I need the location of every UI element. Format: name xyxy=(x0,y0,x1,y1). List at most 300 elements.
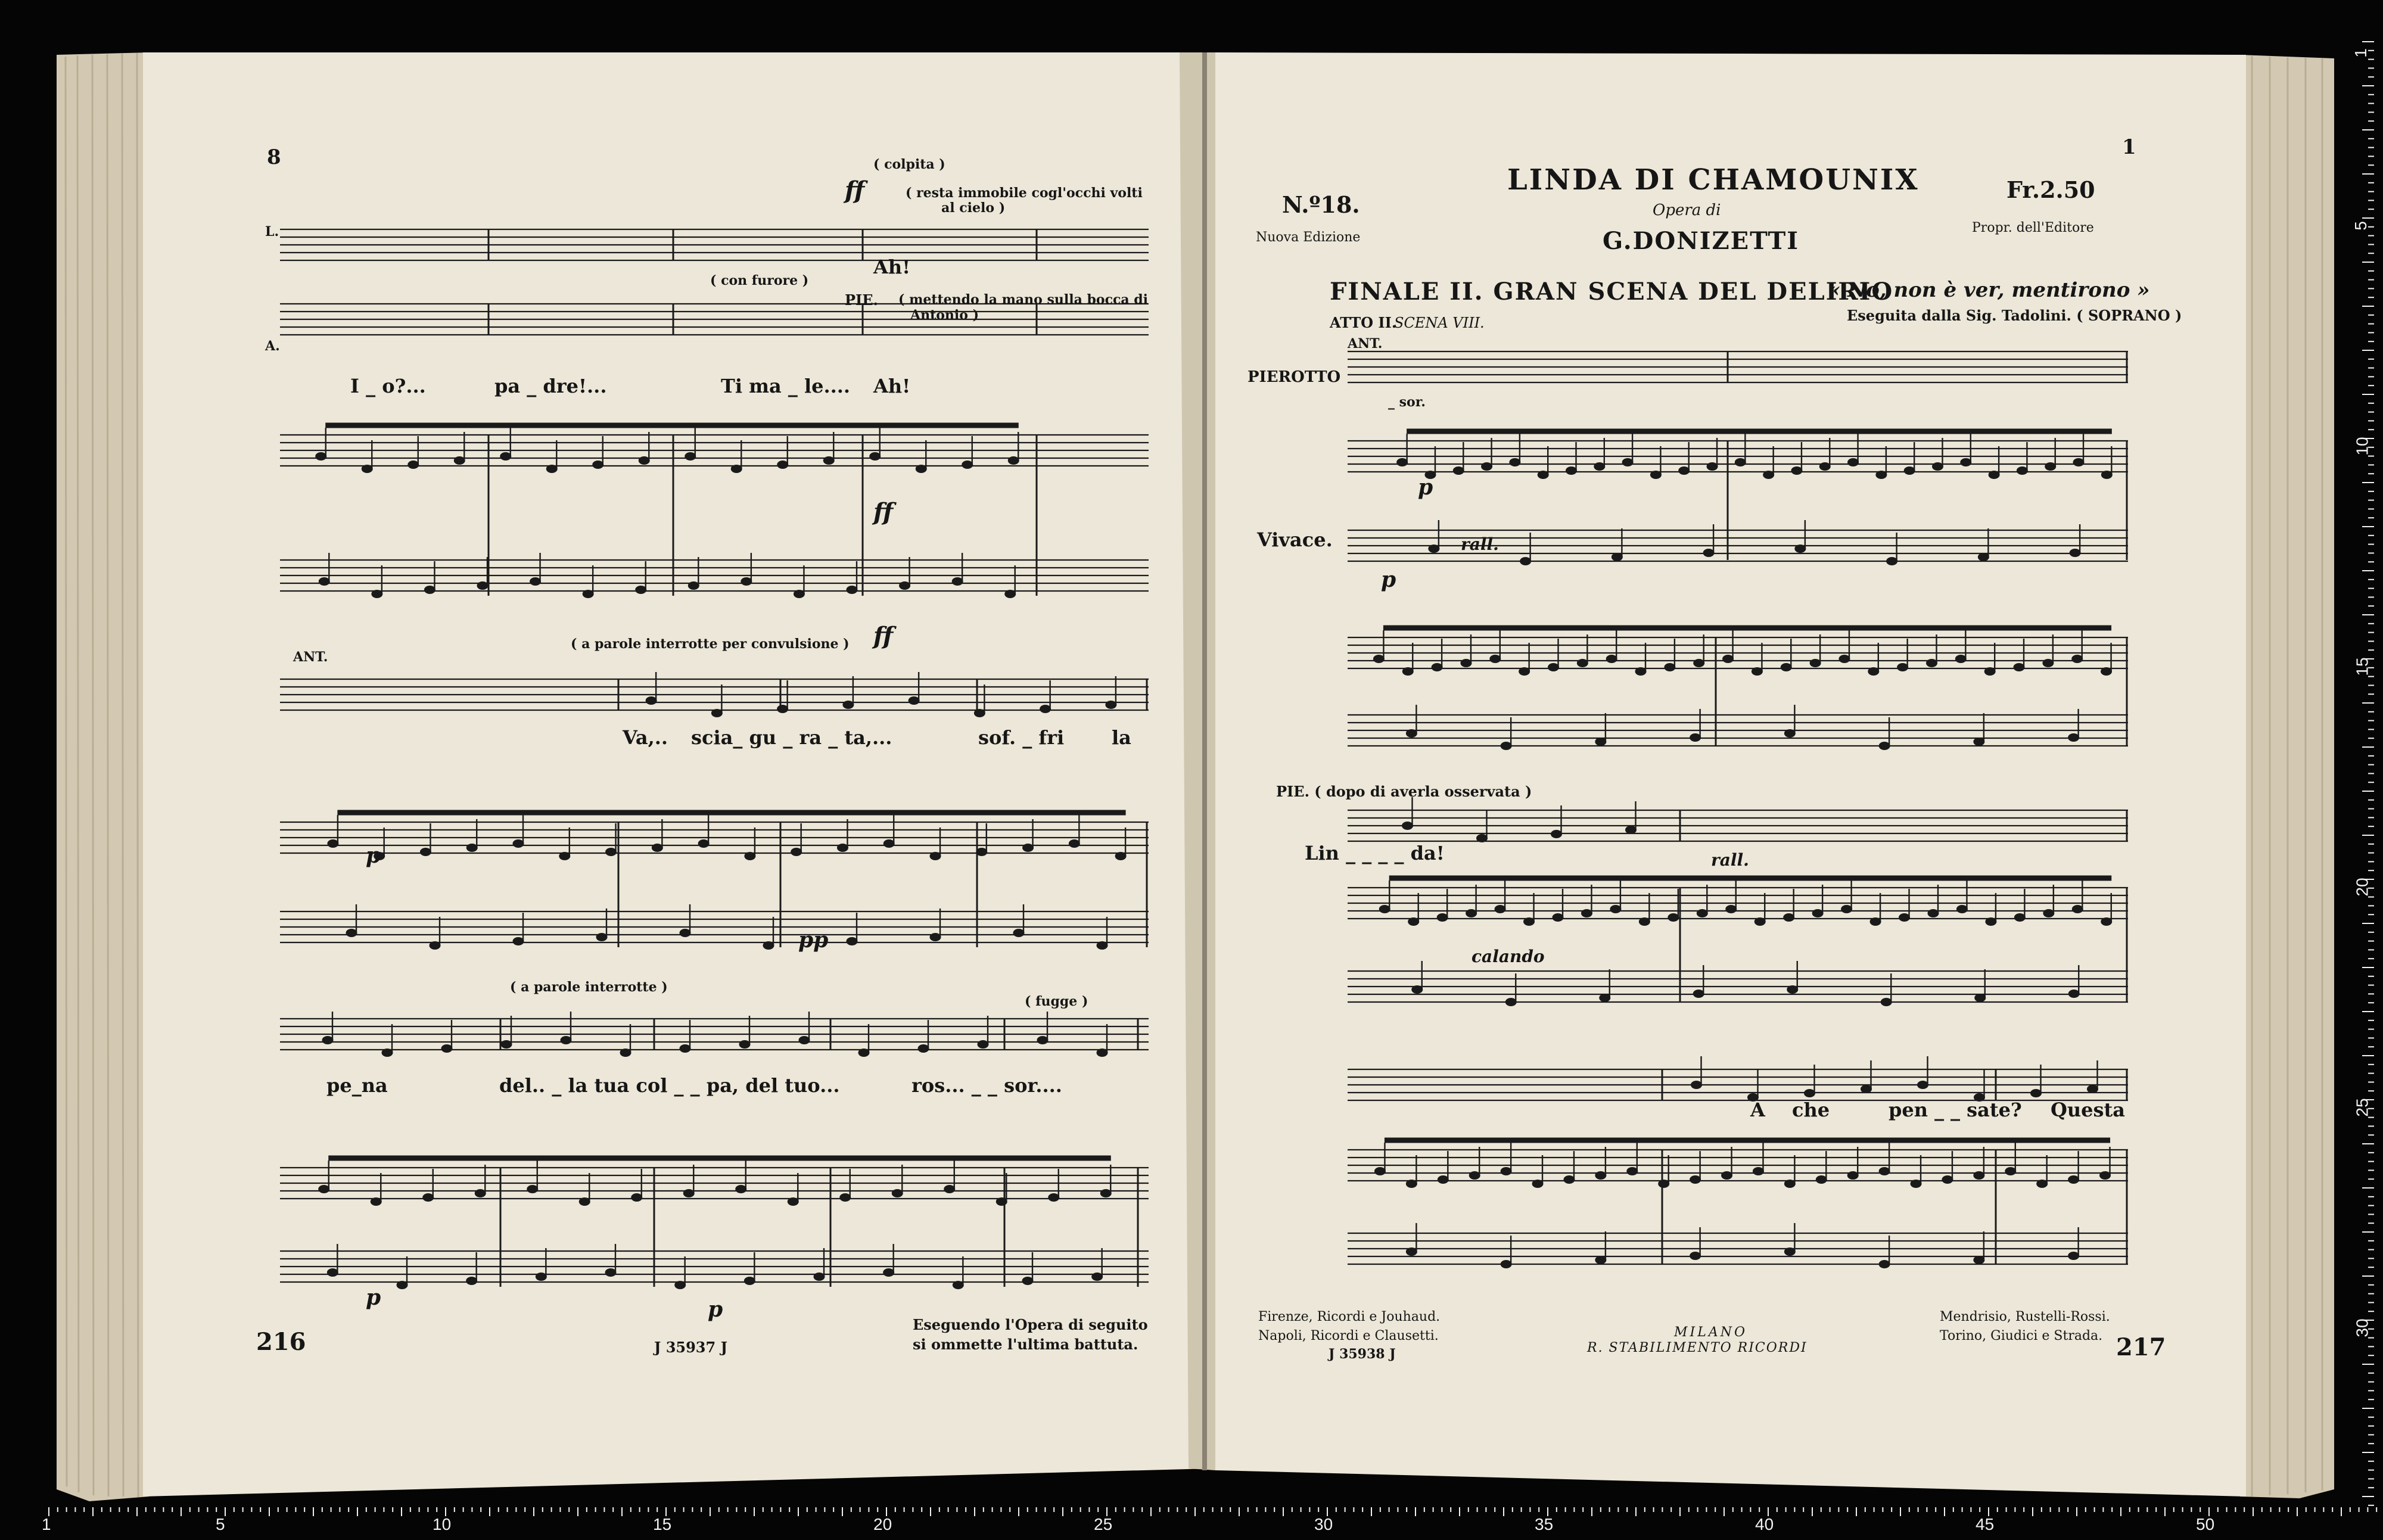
direction-pie-dopo: PIE. ( dopo di averla osservata ) xyxy=(1276,783,1532,800)
notehead xyxy=(1538,471,1548,479)
left-page-number-top: 8 xyxy=(267,145,281,169)
notehead xyxy=(1402,822,1413,830)
notehead xyxy=(1453,467,1464,475)
notehead xyxy=(2068,990,2079,998)
publishers-left-1: Firenze, Ricordi e Jouhaud. xyxy=(1258,1309,1441,1324)
beam xyxy=(1385,1138,2110,1143)
ruler-right-label-20: 20 xyxy=(2353,878,2372,897)
lyric-ti-male: Ti ma _ le.... xyxy=(721,375,851,397)
notehead xyxy=(976,848,987,856)
notehead xyxy=(741,578,752,586)
notehead xyxy=(1374,1168,1385,1175)
scena: SCENA VIII. xyxy=(1394,315,1485,331)
footnote-2: si ommette l'ultima battuta. xyxy=(913,1336,1138,1353)
notehead xyxy=(2070,549,2080,557)
notehead xyxy=(711,710,722,717)
ruler-bottom-label-40: 40 xyxy=(1755,1515,1774,1533)
staff-label-l: L. xyxy=(265,224,279,239)
notehead xyxy=(1461,659,1472,667)
dynamic-ff-top: ff xyxy=(845,176,865,204)
publishers-left-2: Napoli, Ricordi e Clausetti. xyxy=(1258,1329,1439,1343)
notehead xyxy=(1904,467,1915,475)
notehead xyxy=(1406,1248,1417,1256)
notehead xyxy=(1627,1168,1638,1175)
notehead xyxy=(870,453,881,461)
notehead xyxy=(1495,906,1505,913)
notehead xyxy=(1735,459,1746,466)
ruler-right-label-25: 25 xyxy=(2353,1098,2372,1117)
notehead xyxy=(2100,1172,2111,1180)
notehead xyxy=(1870,918,1881,926)
notehead xyxy=(1115,853,1126,860)
notehead xyxy=(620,1049,631,1057)
dynamic-p-right-2: p xyxy=(1381,567,1396,592)
notehead xyxy=(2005,1168,2016,1175)
notehead xyxy=(2073,459,2084,466)
lyric-questa: Questa xyxy=(2051,1099,2126,1121)
opera-di: Opera di xyxy=(1653,201,1721,219)
notehead xyxy=(1691,1081,1702,1089)
notehead xyxy=(322,1037,333,1044)
notehead xyxy=(1819,463,1830,471)
ruler-bottom-label-10: 10 xyxy=(433,1515,452,1533)
scene-title: FINALE II. GRAN SCENA DEL DELIRIO xyxy=(1330,278,1894,306)
notehead xyxy=(1679,467,1690,475)
notehead xyxy=(698,840,709,848)
notehead xyxy=(2101,668,2112,676)
notehead xyxy=(799,1037,810,1044)
notehead xyxy=(420,848,431,856)
notehead xyxy=(536,1273,546,1281)
nuova-edizione: Nuova Edizione xyxy=(1256,230,1361,245)
notehead xyxy=(952,578,963,586)
notehead xyxy=(559,853,570,860)
notehead xyxy=(1763,471,1774,479)
dynamic-p-3: p xyxy=(708,1297,723,1322)
notehead xyxy=(1754,918,1765,926)
notehead xyxy=(1668,914,1679,922)
notehead xyxy=(1639,918,1650,926)
notehead xyxy=(675,1281,686,1289)
notehead xyxy=(408,461,419,469)
notehead xyxy=(371,1198,381,1206)
right-page-number-bottom: 217 xyxy=(2116,1333,2166,1361)
milano: MILANO xyxy=(1674,1325,1747,1340)
direction-a-parole-interrotte: ( a parole interrotte ) xyxy=(510,979,668,995)
direction-resta-2: al cielo ) xyxy=(941,200,1006,216)
notehead xyxy=(1406,730,1417,738)
notehead xyxy=(791,848,802,856)
notehead xyxy=(1899,914,1910,922)
notehead xyxy=(1795,545,1806,553)
left-plate-number: J 35937 J xyxy=(654,1339,727,1356)
notehead xyxy=(1810,659,1821,667)
ruler-right-label-10: 10 xyxy=(2353,437,2372,456)
notehead xyxy=(1816,1176,1827,1184)
notehead xyxy=(2101,471,2112,479)
notehead xyxy=(736,1186,746,1193)
notehead xyxy=(892,1190,903,1197)
notehead xyxy=(579,1198,590,1206)
notehead xyxy=(424,586,435,594)
notehead xyxy=(1008,457,1019,465)
notehead xyxy=(1986,918,1996,926)
notehead xyxy=(2014,914,2025,922)
notehead xyxy=(1697,910,1707,917)
notehead xyxy=(1510,459,1520,466)
notehead xyxy=(1879,1261,1890,1268)
lyric-va: Va,.. xyxy=(623,726,668,749)
price: Fr.2.50 xyxy=(2006,176,2095,203)
composer: G.DONIZETTI xyxy=(1603,227,1799,255)
beam xyxy=(338,810,1125,815)
lyric-soffri: sof. _ fri xyxy=(978,726,1065,749)
notehead xyxy=(1566,467,1577,475)
lyric-che: che xyxy=(1792,1099,1830,1121)
notehead xyxy=(1600,994,1610,1002)
lyric-padre: pa _ dre!... xyxy=(494,375,607,397)
notehead xyxy=(843,701,854,709)
direction-rall-2: rall. xyxy=(1711,850,1749,870)
notehead xyxy=(1581,910,1592,917)
notehead xyxy=(731,465,742,473)
notehead xyxy=(1519,668,1530,676)
direction-rall-1: rall. xyxy=(1461,534,1499,554)
notehead xyxy=(1781,664,1791,671)
beam xyxy=(1383,626,2111,630)
notehead xyxy=(962,461,973,469)
lyric-sciagurata: scia_ gu _ ra _ ta,... xyxy=(691,726,892,749)
notehead xyxy=(840,1194,851,1202)
notehead xyxy=(2088,1085,2098,1093)
notehead xyxy=(1665,664,1675,671)
notehead xyxy=(513,840,524,848)
notehead xyxy=(837,844,848,852)
notehead xyxy=(1100,1190,1111,1197)
notehead xyxy=(1861,1085,1872,1093)
gutter xyxy=(1202,52,1207,1470)
notehead xyxy=(2017,467,2027,475)
dynamic-p-right-1: p xyxy=(1418,475,1433,500)
notehead xyxy=(1723,655,1734,663)
notehead xyxy=(777,461,788,469)
notehead xyxy=(2043,659,2054,667)
notehead xyxy=(1097,1049,1107,1057)
right-plate-number: J 35938 J xyxy=(1329,1346,1396,1362)
notehead xyxy=(1505,998,1516,1006)
notehead xyxy=(1564,1176,1575,1184)
notehead xyxy=(1933,463,1943,471)
notehead xyxy=(1752,668,1762,676)
notehead xyxy=(900,582,910,590)
notehead xyxy=(583,590,593,598)
notehead xyxy=(397,1281,407,1289)
lyric-la: la xyxy=(1112,726,1131,749)
direction-con-furore: ( con furore ) xyxy=(710,273,809,288)
notehead xyxy=(953,1281,963,1289)
notehead xyxy=(1847,1172,1858,1180)
notehead xyxy=(916,465,926,473)
opera-title: LINDA DI CHAMOUNIX xyxy=(1507,163,1920,197)
notehead xyxy=(500,453,511,461)
notehead xyxy=(1595,1256,1606,1264)
left-page-edges xyxy=(57,52,149,1501)
notehead xyxy=(1577,659,1588,667)
lyric-della-tua-colpa: del.. _ la tua col _ _ pa, del tuo... xyxy=(499,1074,840,1097)
notehead xyxy=(2068,1176,2079,1184)
notehead xyxy=(1482,463,1492,471)
beam xyxy=(326,423,1019,428)
notehead xyxy=(788,1198,798,1206)
notehead xyxy=(1707,463,1718,471)
notehead xyxy=(1402,668,1413,676)
notehead xyxy=(316,453,326,461)
ruler-right-label-5: 5 xyxy=(2351,221,2370,231)
notehead xyxy=(823,457,834,465)
notehead xyxy=(501,1041,512,1049)
notehead xyxy=(1005,590,1016,598)
notehead xyxy=(1961,459,1971,466)
notehead xyxy=(1839,655,1850,663)
notehead xyxy=(847,586,857,594)
notehead xyxy=(1887,558,1897,565)
notehead xyxy=(1594,463,1605,471)
notehead xyxy=(1551,830,1562,838)
staff-label-pierotto: PIEROTTO xyxy=(1248,368,1341,386)
direction-pie: PIE. xyxy=(845,291,878,309)
lyric-a: A xyxy=(1750,1099,1765,1121)
notehead xyxy=(2031,1090,2042,1097)
publishers-right-2: Torino, Giudici e Strada. xyxy=(1940,1329,2103,1343)
notehead xyxy=(1106,701,1116,709)
catalogue-number: N.º18. xyxy=(1282,191,1360,218)
notehead xyxy=(1974,1172,1984,1180)
ruler-bottom-label-25: 25 xyxy=(1094,1515,1113,1533)
dynamic-pp: pp xyxy=(798,928,829,953)
notehead xyxy=(636,586,646,594)
notehead xyxy=(1722,1172,1732,1180)
notehead xyxy=(1784,730,1795,738)
footnote-1: Eseguendo l'Opera di seguito xyxy=(913,1316,1148,1333)
notehead xyxy=(1911,1180,1921,1188)
ruler-right-label-1: 1 xyxy=(2351,48,2370,58)
notehead xyxy=(2068,734,2079,742)
direction-resta-1: ( resta immobile cogl'occhi volti xyxy=(906,185,1143,201)
notehead xyxy=(1466,910,1477,917)
notehead xyxy=(530,578,541,586)
notehead xyxy=(1975,994,1986,1002)
notehead xyxy=(1942,1176,1953,1184)
dynamic-ff-piano: ff xyxy=(873,498,894,526)
notehead xyxy=(1690,734,1701,742)
notehead xyxy=(1694,659,1704,667)
notehead xyxy=(327,1269,338,1277)
dynamic-ff-bass: ff xyxy=(873,622,894,650)
notehead xyxy=(685,453,696,461)
notehead xyxy=(2072,655,2083,663)
tempo-vivace: Vivace. xyxy=(1257,528,1333,551)
notehead xyxy=(1650,471,1661,479)
notehead xyxy=(561,1037,571,1044)
right-page xyxy=(1215,52,2246,1497)
notehead xyxy=(847,938,857,945)
notehead xyxy=(909,697,919,705)
ruler-right-label-30: 30 xyxy=(2353,1318,2372,1337)
beam xyxy=(1389,876,2111,881)
notehead xyxy=(1022,1277,1033,1285)
notehead xyxy=(1438,1176,1448,1184)
notehead xyxy=(745,853,755,860)
notehead xyxy=(1879,1168,1890,1175)
notehead xyxy=(1437,914,1448,922)
notehead xyxy=(1049,1194,1059,1202)
direction-ant: ANT. xyxy=(293,649,328,665)
notehead xyxy=(814,1273,825,1281)
direction-mettendo-1: ( mettendo la mano sulla bocca di xyxy=(898,292,1149,307)
notehead xyxy=(1612,553,1622,561)
notehead xyxy=(1703,549,1714,557)
notehead xyxy=(1501,742,1511,750)
notehead xyxy=(382,1049,393,1057)
notehead xyxy=(475,1190,486,1197)
notehead xyxy=(680,929,690,937)
notehead xyxy=(1490,655,1501,663)
notehead xyxy=(1040,705,1051,713)
notehead xyxy=(1876,471,1887,479)
lyric-pen: pen _ xyxy=(1889,1099,1945,1121)
notehead xyxy=(1023,844,1034,852)
notehead xyxy=(477,582,488,590)
notehead xyxy=(944,1186,955,1193)
dynamic-p-2: p xyxy=(366,1285,381,1310)
notehead xyxy=(1013,929,1024,937)
scene-quote: « No, non è ver, mentirono » xyxy=(1828,278,2150,302)
lyric-linda: Lin _ _ _ _ da! xyxy=(1305,842,1445,864)
notehead xyxy=(1690,1252,1701,1260)
notehead xyxy=(1406,1180,1417,1188)
notehead xyxy=(1984,668,1995,676)
notehead xyxy=(1408,918,1419,926)
notehead xyxy=(930,934,941,941)
stabilimento: R. STABILIMENTO RICORDI xyxy=(1587,1340,1808,1355)
notehead xyxy=(739,1041,750,1049)
notehead xyxy=(1524,918,1535,926)
lyric-sor: _ sor. xyxy=(1388,394,1426,410)
notehead xyxy=(1635,668,1646,676)
notehead xyxy=(1868,668,1879,676)
ruler-bottom-label-1: 1 xyxy=(42,1515,51,1533)
direction-mettendo-2: Antonio ) xyxy=(910,307,979,323)
notehead xyxy=(2037,1180,2048,1188)
left-page xyxy=(143,52,1211,1497)
notehead xyxy=(1978,553,1989,561)
notehead xyxy=(319,1186,329,1193)
notehead xyxy=(1520,558,1531,565)
notehead xyxy=(930,853,941,860)
direction-fugge: ( fugge ) xyxy=(1025,994,1088,1009)
beam xyxy=(1407,429,2112,434)
notehead xyxy=(1532,1180,1543,1188)
lyric-sate: _ sate? xyxy=(1950,1099,2022,1121)
beam xyxy=(329,1156,1111,1161)
notehead xyxy=(1379,906,1390,913)
notehead xyxy=(1501,1261,1511,1268)
ruler-bottom-label-30: 30 xyxy=(1314,1515,1333,1533)
notehead xyxy=(605,1269,616,1277)
notehead xyxy=(763,942,774,950)
notehead xyxy=(2072,906,2083,913)
notehead xyxy=(1690,1176,1701,1184)
publishers-right-1: Mendrisio, Rustelli-Rossi. xyxy=(1940,1309,2110,1324)
notehead xyxy=(777,705,788,713)
notehead xyxy=(1928,910,1939,917)
ruler-bottom-label-50: 50 xyxy=(2196,1515,2215,1533)
notehead xyxy=(1553,914,1563,922)
notehead xyxy=(2068,1252,2079,1260)
notehead xyxy=(2101,918,2112,926)
notehead xyxy=(1848,459,1859,466)
notehead xyxy=(372,590,382,598)
atto: ATTO II. xyxy=(1330,314,1397,331)
notehead xyxy=(631,1194,642,1202)
notehead xyxy=(1373,655,1384,663)
notehead xyxy=(319,578,329,586)
dynamic-p-1: p xyxy=(366,843,381,868)
notehead xyxy=(883,1269,894,1277)
eseguita: Eseguita dalla Sig. Tadolini. ( SOPRANO ) xyxy=(1847,307,2182,324)
notehead xyxy=(362,465,372,473)
notehead xyxy=(1974,1256,1984,1264)
notehead xyxy=(466,844,477,852)
ruler-bottom-label-20: 20 xyxy=(873,1515,892,1533)
notehead xyxy=(1879,742,1890,750)
notehead xyxy=(1092,1273,1103,1281)
notehead xyxy=(652,844,662,852)
direction-colpita: ( colpita ) xyxy=(873,157,945,172)
notehead xyxy=(606,848,617,856)
notehead xyxy=(1693,990,1704,998)
notehead xyxy=(1659,1180,1669,1188)
notehead xyxy=(1469,1172,1480,1180)
notehead xyxy=(680,1045,690,1053)
direction-ant-right: ANT. xyxy=(1348,336,1383,351)
notehead xyxy=(328,840,338,848)
notehead xyxy=(688,582,699,590)
right-page-number-top: 1 xyxy=(2122,135,2136,159)
notehead xyxy=(1805,1090,1815,1097)
notehead xyxy=(1622,459,1633,466)
notehead xyxy=(596,934,607,941)
notehead xyxy=(1918,1081,1928,1089)
notehead xyxy=(1956,906,1967,913)
direction-a-parole-convulsione: ( a parole interrotte per convulsione ) xyxy=(571,636,850,652)
notehead xyxy=(1501,1168,1511,1175)
notehead xyxy=(1812,910,1823,917)
notehead xyxy=(423,1194,434,1202)
notehead xyxy=(1784,1180,1795,1188)
notehead xyxy=(1787,986,1798,994)
notehead xyxy=(1974,738,1984,746)
notehead xyxy=(1412,986,1423,994)
notehead xyxy=(346,929,357,937)
notehead xyxy=(1626,826,1637,834)
notehead xyxy=(1897,664,1908,671)
notehead xyxy=(1069,840,1079,848)
notehead xyxy=(1881,998,1892,1006)
notehead xyxy=(466,1277,477,1285)
notehead xyxy=(2045,463,2056,471)
notehead xyxy=(1784,1248,1795,1256)
